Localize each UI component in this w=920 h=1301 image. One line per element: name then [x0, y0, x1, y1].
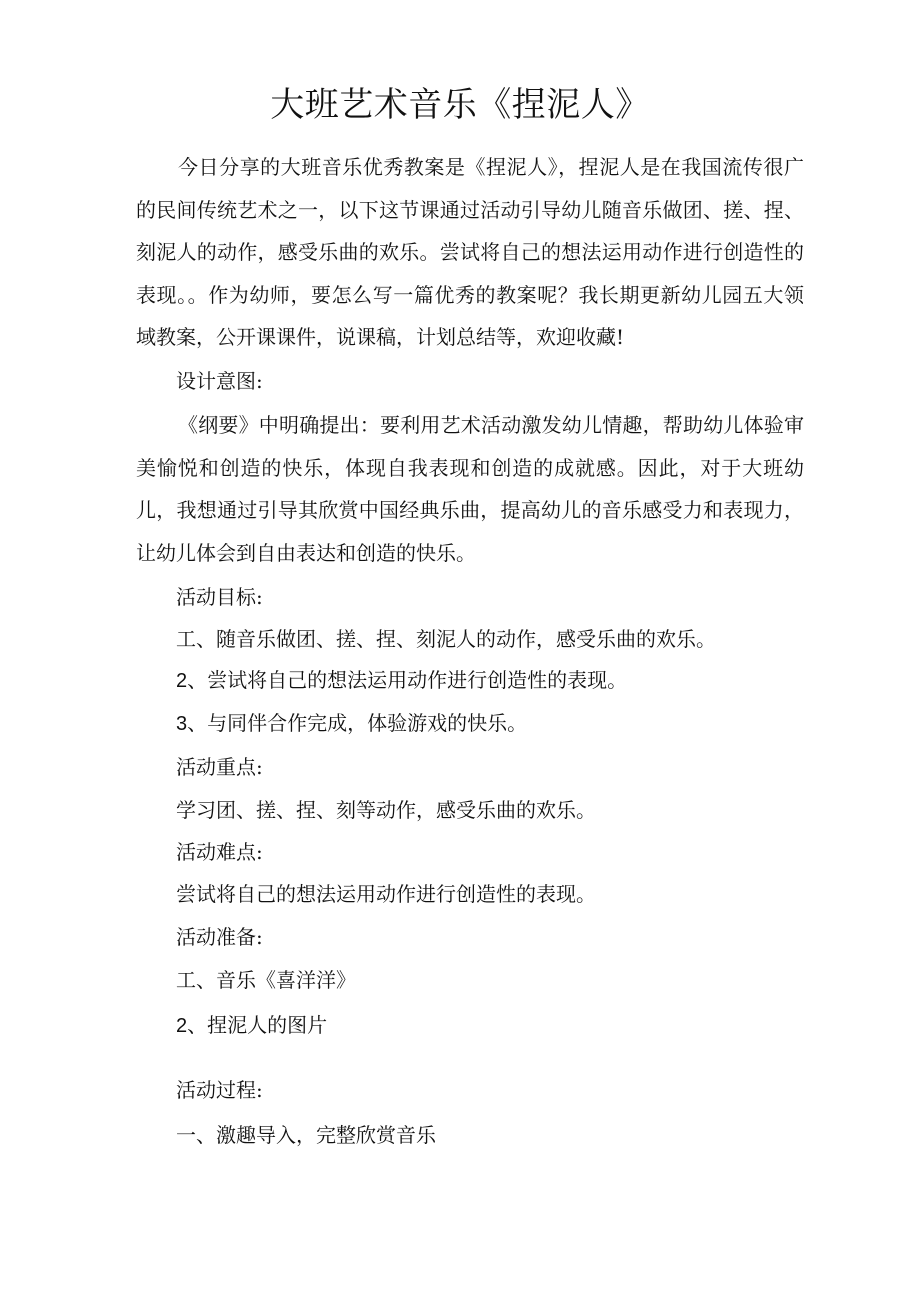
design-paragraph: 《纲要》中明确提出：要利用艺术活动激发幼儿情趣，帮助幼儿体验审美愉悦和创造的快乐，体现自我表现和创造的成就感。因此，对于大班幼儿，我想通过引导其欣赏中国经典乐曲，提高幼儿的音乐感受力和表现力，让幼儿体会到自由表达和创造的快乐。: [136, 413, 804, 565]
preparation-item-2: 2、捏泥人的图片: [176, 1015, 328, 1037]
difficulty-text: 尝试将自己的想法运用动作进行创造性的表现。: [176, 882, 596, 906]
goal-item-2: 2、尝试将自己的想法运用动作进行创造性的表现。: [176, 670, 628, 692]
intro-paragraph: 今日分享的大班音乐优秀教案是《捏泥人》，捏泥人是在我国流传很广的民间传统艺术之一，以下这节课通过活动引导幼儿随音乐做团、搓、捏、刻泥人的动作，感受乐曲的欢乐。尝试将自己的想法运用动作进行创造性的表现。。作为幼师，要怎么写一篇优秀的教案呢？我长期更新幼儿园五大领域教案，公开课课件，说课稿，计划总结等，欢迎收藏!: [136, 155, 804, 350]
goal-item-3: 3、与同伴合作完成，体验游戏的快乐。: [176, 713, 528, 735]
key-point-heading: 活动重点:: [176, 755, 263, 779]
goal-item-1: 工、随音乐做团、搓、捏、刻泥人的动作，感受乐曲的欢乐。: [176, 627, 716, 651]
preparation-item-1: 工、音乐《喜洋洋》: [176, 968, 356, 992]
preparation-heading: 活动准备:: [176, 925, 263, 949]
document-title: 大班艺术音乐《捏泥人》: [270, 85, 650, 125]
process-step-1: 一、激趣导入，完整欣赏音乐: [176, 1123, 436, 1147]
key-point-text: 学习团、搓、捏、刻等动作，感受乐曲的欢乐。: [176, 798, 596, 822]
goals-heading: 活动目标:: [176, 585, 263, 609]
process-heading: 活动过程:: [176, 1078, 263, 1102]
difficulty-heading: 活动难点:: [176, 840, 263, 864]
design-heading: 设计意图:: [176, 369, 263, 393]
